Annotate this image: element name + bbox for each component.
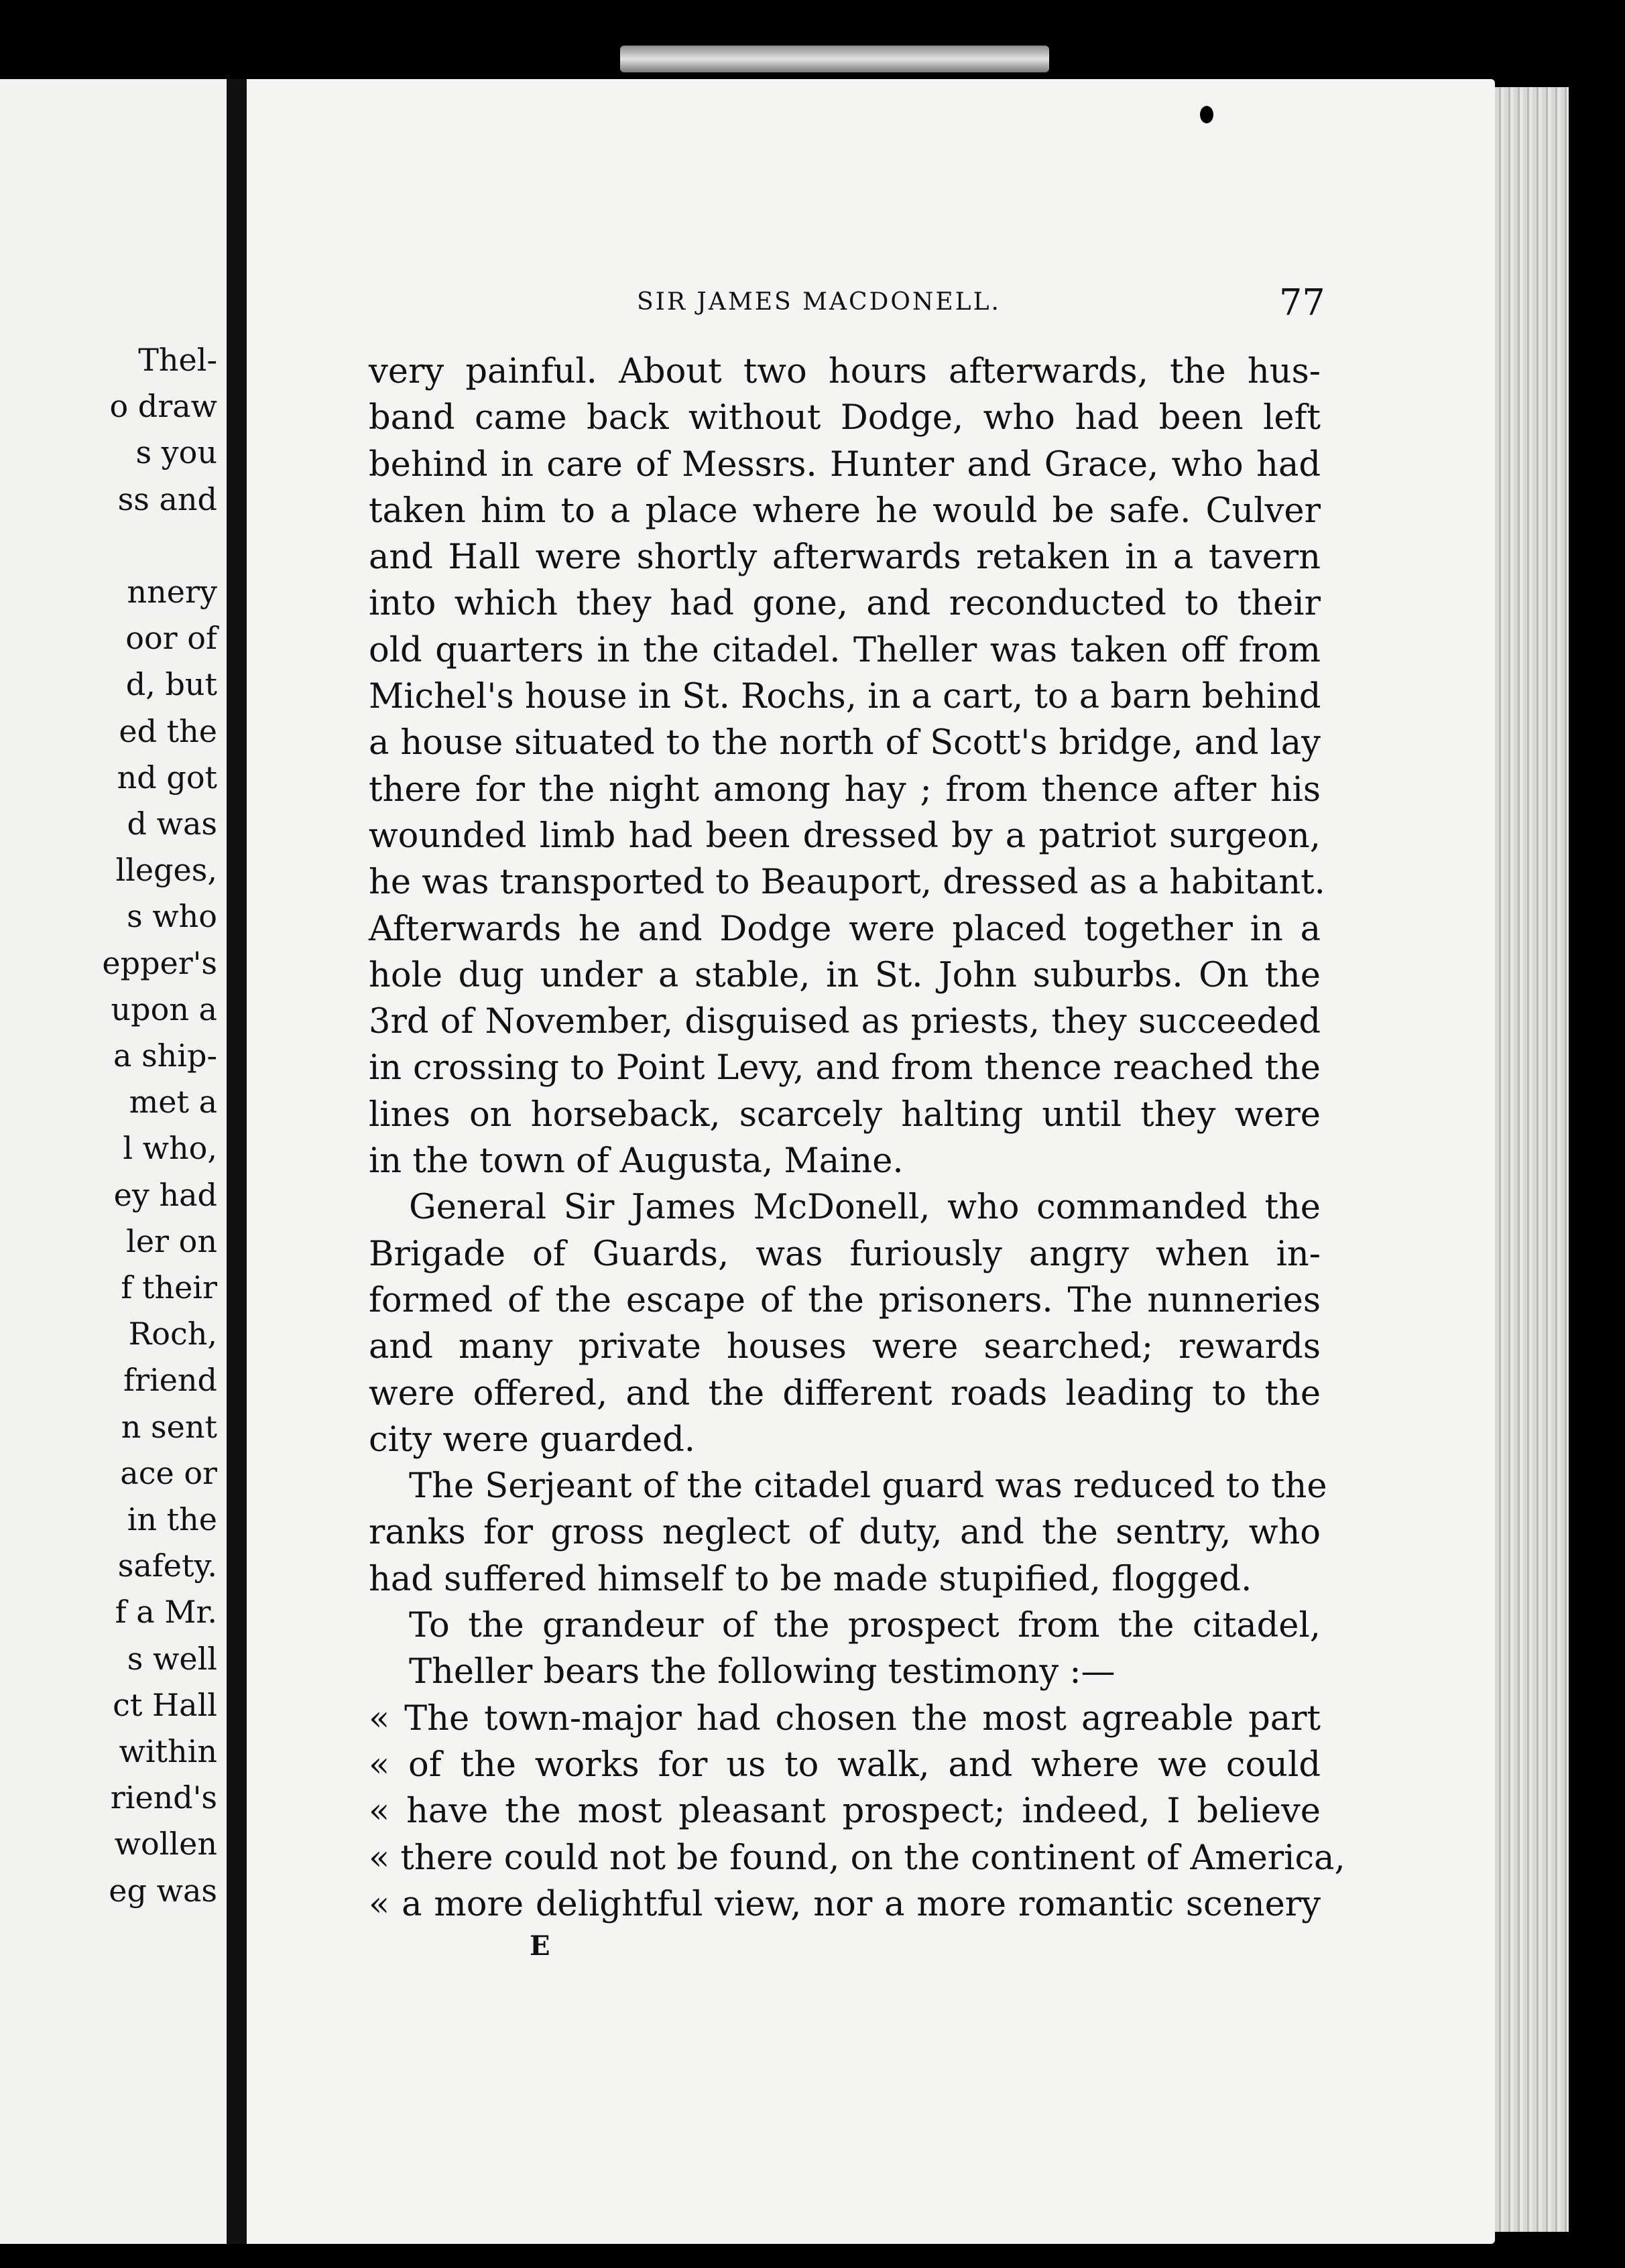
left-page-line: Roch, bbox=[128, 1316, 217, 1352]
text-line: « there could not be found, on the continent of America, bbox=[369, 1838, 1345, 1878]
text-line: Theller bears the following testimony :— bbox=[409, 1652, 1116, 1692]
text-line: in the town of Augusta, Maine. bbox=[369, 1141, 904, 1182]
text-line: ranks for gross neglect of duty, and the sentry, who bbox=[369, 1513, 1321, 1553]
text-line: he was transported to Beauport, dressed as a habitant. bbox=[369, 863, 1325, 903]
text-line: « The town-major had chosen the most agreable part bbox=[369, 1698, 1321, 1739]
text-line: into which they had gone, and reconducted to their bbox=[369, 584, 1321, 624]
left-page-line: s you bbox=[135, 434, 217, 471]
text-line: Michel's house in St. Rochs, in a cart, to a barn behind bbox=[369, 677, 1321, 717]
left-page-line: o draw bbox=[109, 388, 217, 425]
left-page-line: ace or bbox=[120, 1454, 217, 1491]
text-line: wounded limb had been dressed by a patriot surgeon, bbox=[369, 816, 1321, 856]
page-number: 77 bbox=[1279, 281, 1325, 324]
left-page-line: Thel- bbox=[138, 342, 217, 378]
left-page-line: oor of bbox=[125, 620, 217, 657]
left-page-line: epper's bbox=[102, 944, 217, 981]
text-line: city were guarded. bbox=[369, 1420, 695, 1460]
text-line: behind in care of Messrs. Hunter and Grace, who had bbox=[369, 444, 1321, 485]
text-line: a house situated to the north of Scott's bridge, and lay bbox=[369, 723, 1321, 763]
left-page-line: l who, bbox=[123, 1130, 217, 1167]
book-gutter bbox=[227, 79, 247, 2244]
left-page-line: ler on bbox=[126, 1222, 217, 1259]
text-line: were offered, and the different roads leading to the bbox=[369, 1373, 1321, 1413]
text-line: in crossing to Point Levy, and from thence reached the bbox=[369, 1048, 1321, 1088]
text-line: hole dug under a stable, in St. John suburbs. On the bbox=[369, 955, 1321, 995]
text-line: and Hall were shortly afterwards retaken in a tavern bbox=[369, 538, 1321, 578]
text-line: very painful. About two hours afterwards, the hus- bbox=[369, 352, 1321, 391]
left-page-line: friend bbox=[123, 1362, 217, 1399]
left-page-line: a ship- bbox=[113, 1037, 217, 1074]
left-page-line: ed the bbox=[119, 712, 217, 749]
left-page-line: lleges, bbox=[115, 852, 217, 889]
text-line: Afterwards he and Dodge were placed together in a bbox=[369, 909, 1321, 949]
left-page-line: riend's bbox=[110, 1779, 217, 1816]
text-line: old quarters in the citadel. Theller was taken off from bbox=[369, 630, 1321, 670]
left-page-line: s well bbox=[127, 1640, 217, 1677]
text-line: « a more delightful view, nor a more romantic scenery bbox=[369, 1884, 1321, 1924]
page-edges bbox=[1495, 87, 1569, 2232]
previous-page-fragment bbox=[0, 79, 227, 2244]
text-line: 3rd of November, disguised as priests, they succeeded bbox=[369, 1002, 1321, 1042]
text-line: The Serjeant of the citadel guard was reduced to the bbox=[409, 1466, 1327, 1507]
text-line: taken him to a place where he would be safe. Culver bbox=[369, 491, 1321, 531]
left-page-line: s who bbox=[127, 898, 217, 935]
text-line: lines on horseback, scarcely halting until they were bbox=[369, 1094, 1321, 1135]
text-line: To the grandeur of the prospect from the citadel, bbox=[409, 1606, 1321, 1646]
left-page-line: ss and bbox=[117, 481, 217, 517]
page-clip bbox=[620, 46, 1049, 72]
text-line: « have the most pleasant prospect; indeed, I believe bbox=[369, 1791, 1321, 1832]
left-page-line: wollen bbox=[114, 1826, 217, 1863]
body-text bbox=[369, 349, 1345, 1928]
left-page-line: eg was bbox=[109, 1872, 217, 1909]
text-line: and many private houses were searched; rewards bbox=[369, 1327, 1321, 1367]
ink-spot bbox=[1200, 106, 1213, 123]
left-page-line: f their bbox=[121, 1269, 217, 1306]
text-line: « of the works for us to walk, and where we could bbox=[369, 1745, 1321, 1785]
text-line: Brigade of Guards, was furiously angry when in- bbox=[369, 1234, 1321, 1274]
text-line: General Sir James McDonell, who commanded the bbox=[409, 1188, 1321, 1228]
left-page-line: n sent bbox=[121, 1408, 217, 1445]
left-page-line: within bbox=[119, 1733, 217, 1769]
left-page-line: met a bbox=[129, 1084, 217, 1121]
text-line: had suffered himself to be made stupified, flogged. bbox=[369, 1559, 1252, 1599]
left-page-line: f a Mr. bbox=[115, 1594, 217, 1631]
left-page-line: d was bbox=[127, 806, 217, 842]
left-page-line: nnery bbox=[127, 574, 217, 610]
signature-mark: E bbox=[530, 1930, 550, 1962]
text-line: there for the night among hay ; from thence after his bbox=[369, 769, 1321, 810]
left-page-line: nd got bbox=[117, 759, 217, 796]
left-page-line: ey had bbox=[113, 1176, 217, 1213]
left-page-line: ct Hall bbox=[113, 1686, 217, 1723]
running-head: SIR JAMES MACDONELL. bbox=[637, 288, 1001, 316]
left-page-line: upon a bbox=[111, 991, 217, 1027]
left-page-line: safety. bbox=[117, 1548, 217, 1584]
text-line: band came back without Dodge, who had been left bbox=[369, 398, 1321, 438]
text-line: formed of the escape of the prisoners. The nunneries bbox=[369, 1280, 1321, 1320]
left-page-line: in the bbox=[127, 1501, 217, 1537]
left-page-line: d, but bbox=[125, 666, 217, 703]
